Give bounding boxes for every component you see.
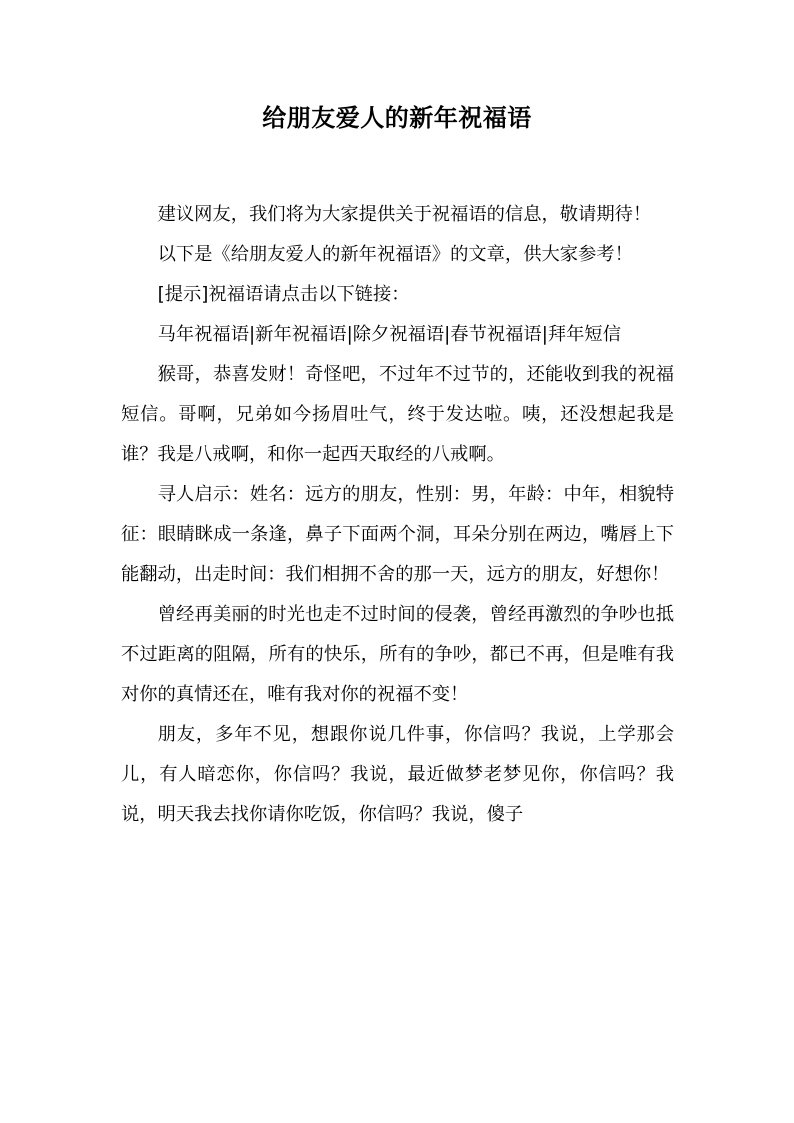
paragraph-beautiful-time: 曾经再美丽的时光也走不过时间的侵袭，曾经再激烈的争吵也抵不过距离的阻隔，所有的快乐，所有的争吵，都已不再，但是唯有我对你的真情还在，唯有我对你的祝福不变！ [121,604,674,705]
paragraph-tip: [提示]祝福语请点击以下链接： [157,284,410,305]
document-title: 给朋友爱人的新年祝福语 [262,104,532,132]
paragraph-intro: 建议网友，我们将为大家提供关于祝福语的信息，敬请期待！ [157,204,652,225]
document-body [121,195,674,835]
paragraph-monkey-brother: 猴哥，恭喜发财！奇怪吧，不过年不过节的，还能收到我的祝福短信。哥啊，兄弟如今扬眉吐气，终于发达啦。咦，还没想起我是谁？我是八戒啊，和你一起西天取经的八戒啊。 [121,364,674,465]
paragraph-missing-person: 寻人启示：姓名：远方的朋友，性别：男，年龄：中年，相貌特征：眼睛眯成一条逢，鼻子下面两个洞，耳朵分别在两边，嘴唇上下能翻动，出走时间：我们相拥不舍的那一天，远方的朋友，好想你！ [121,484,674,585]
paragraph-links: 马年祝福语|新年祝福语|除夕祝福语|春节祝福语|拜年短信 [157,324,621,345]
paragraph-old-friend: 朋友，多年不见，想跟你说几件事，你信吗？我说，上学那会儿，有人暗恋你，你信吗？我说，最近做梦老梦见你，你信吗？我说，明天我去找你请你吃饭，你信吗？我说，傻子 [121,724,674,825]
paragraph-reference: 以下是《给朋友爱人的新年祝福语》的文章，供大家参考！ [157,244,633,265]
